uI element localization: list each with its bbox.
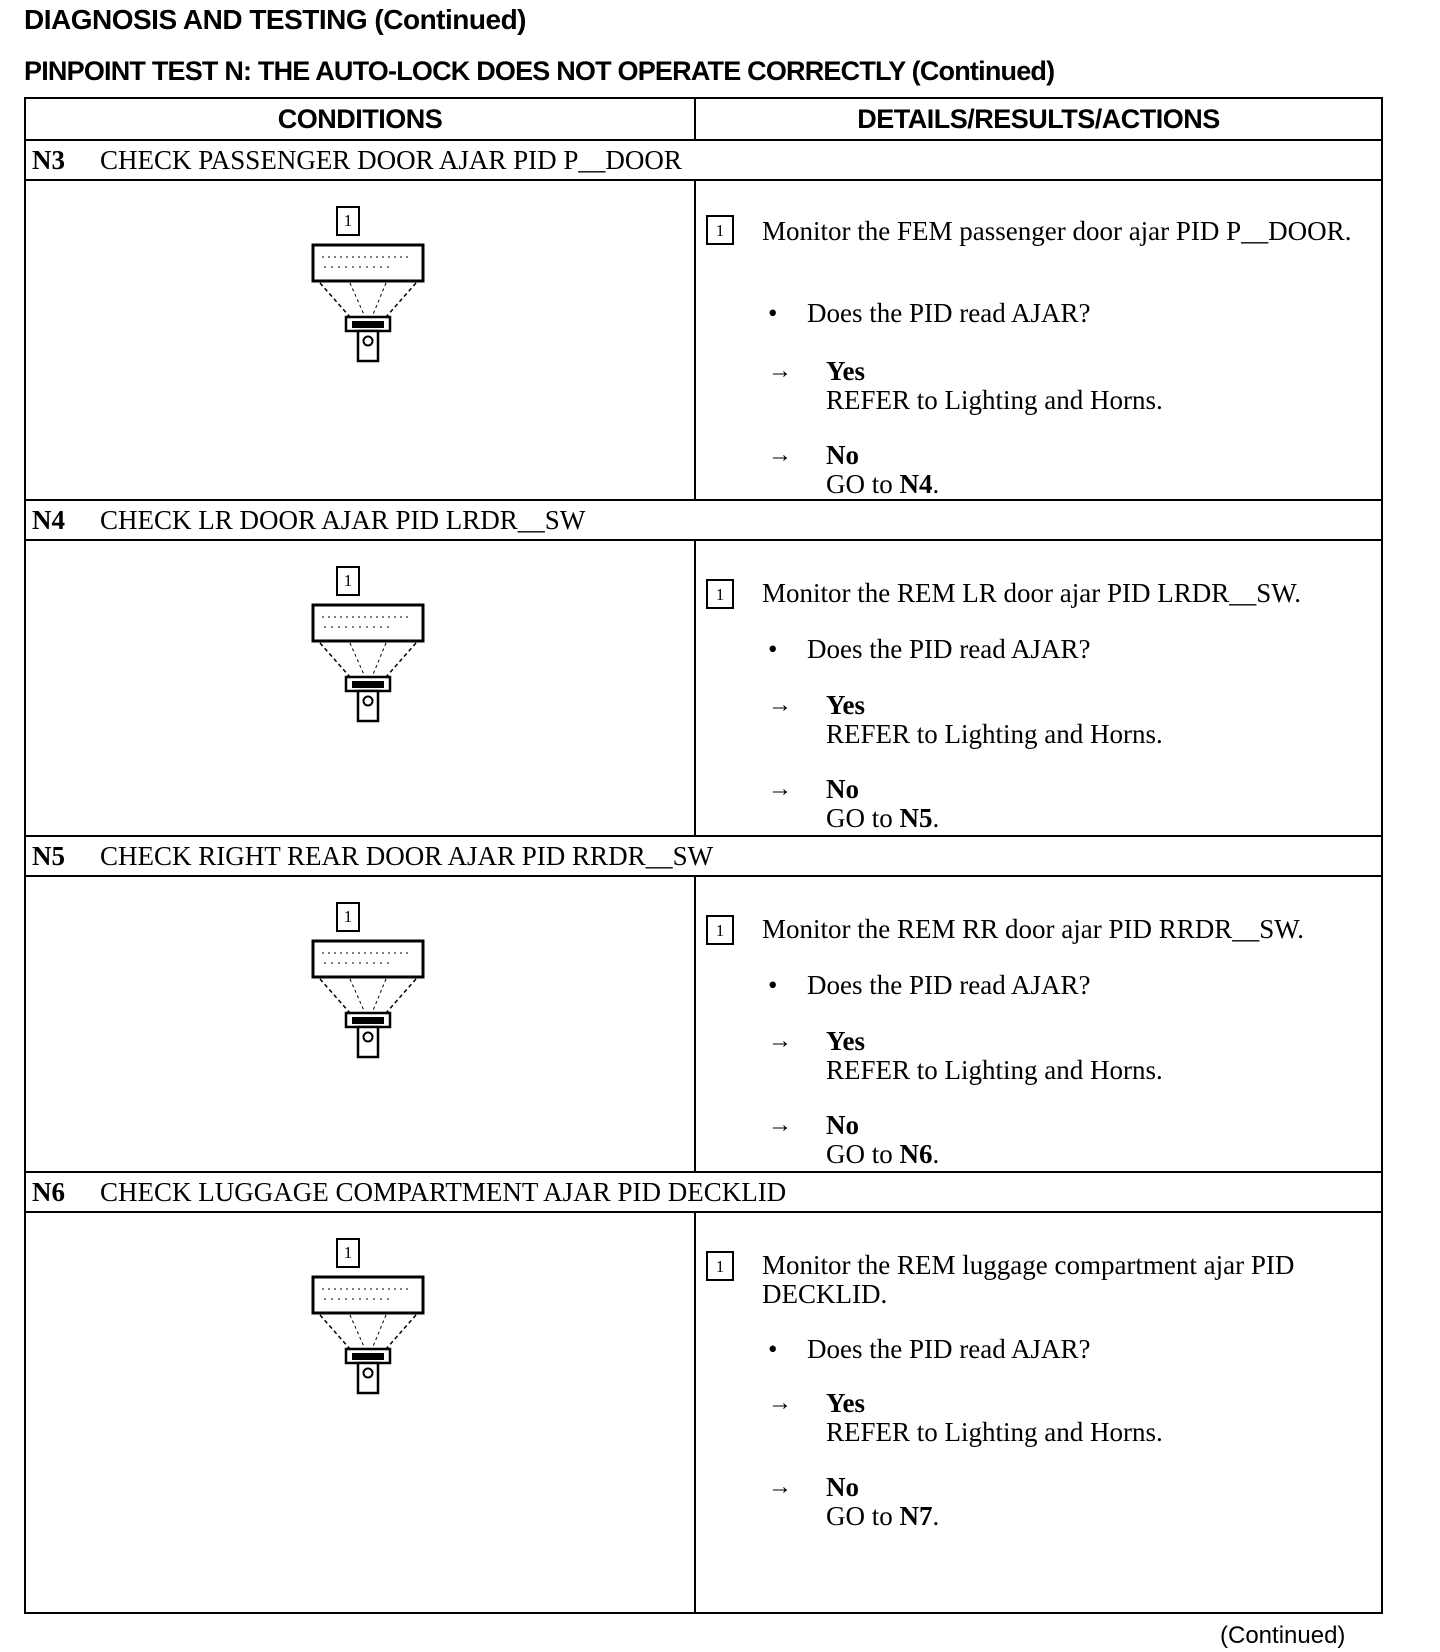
no-result: [826, 1473, 939, 1531]
step-box: 1: [706, 215, 734, 245]
right-arrow-icon: →: [768, 1112, 792, 1138]
no-result: [826, 775, 939, 833]
instruction-text: Monitor the FEM passenger door ajar PID P__DOOR.: [762, 216, 1352, 246]
page-title: DIAGNOSIS AND TESTING (Continued): [24, 4, 526, 35]
step-number: N6: [32, 1176, 65, 1207]
no-action-prefix: GO to: [826, 469, 900, 499]
no-action-prefix: GO to: [826, 803, 900, 833]
right-arrow-icon: →: [768, 692, 792, 718]
pinpoint-test-table: [24, 97, 1383, 1614]
yes-action: REFER to Lighting and Horns.: [826, 719, 1163, 749]
question-text: Does the PID read AJAR?: [807, 1334, 1091, 1364]
details-cell-n6: [696, 1213, 1381, 1614]
bullet-icon: •: [768, 298, 778, 328]
right-arrow-icon: →: [768, 776, 792, 802]
no-action-target: N6: [899, 1139, 933, 1169]
right-arrow-icon: →: [768, 1474, 792, 1500]
yes-result: [826, 1389, 1163, 1447]
yes-result: [826, 691, 1163, 749]
yes-label: Yes: [826, 1026, 865, 1056]
details-cell-n3: [696, 181, 1381, 499]
yes-label: Yes: [826, 356, 865, 386]
no-action-suffix: .: [932, 1139, 940, 1169]
step-title-text: CHECK LR DOOR AJAR PID LRDR__SW: [100, 504, 586, 535]
instruction-text: Monitor the REM RR door ajar PID RRDR__SW.: [762, 914, 1305, 944]
step-title-n6: [32, 1173, 1381, 1211]
diagnostic-scan-tool-icon: [310, 603, 426, 733]
instruction-text: Monitor the REM luggage compartment ajar PID DECKLID.: [762, 1250, 1295, 1309]
step-title-n5: [32, 837, 1381, 875]
diagnostic-scan-tool-icon: [310, 1275, 426, 1405]
no-action-prefix: GO to: [826, 1139, 900, 1169]
step-number: N5: [32, 840, 65, 871]
pinpoint-test-title: PINPOINT TEST N: THE AUTO-LOCK DOES NOT OPERATE CORRECTLY (Continued): [24, 56, 1055, 86]
step-title-text: CHECK PASSENGER DOOR AJAR PID P__DOOR: [100, 144, 682, 175]
bullet-icon: •: [768, 1334, 778, 1364]
step-title-n3: [32, 141, 1381, 179]
tool-step-number: 1: [336, 902, 360, 932]
column-header-details: DETAILS/RESULTS/ACTIONS: [857, 103, 1220, 134]
question-text: Does the PID read AJAR?: [807, 970, 1091, 1000]
no-label: No: [826, 1472, 859, 1502]
step-title-text: CHECK LUGGAGE COMPARTMENT AJAR PID DECKLID: [100, 1176, 787, 1207]
step-number: N3: [32, 144, 65, 175]
no-label: No: [826, 1110, 859, 1140]
yes-action: REFER to Lighting and Horns.: [826, 1055, 1163, 1085]
no-action-suffix: .: [932, 469, 940, 499]
conditions-cell-n4: [26, 541, 694, 835]
bullet-icon: •: [768, 634, 778, 664]
right-arrow-icon: →: [768, 358, 792, 384]
tool-step-number: 1: [336, 206, 360, 236]
step-number: N4: [32, 504, 65, 535]
right-arrow-icon: →: [768, 1390, 792, 1416]
diagnostic-scan-tool-icon: [310, 939, 426, 1069]
instruction-text: Monitor the REM LR door ajar PID LRDR__SW.: [762, 578, 1301, 608]
yes-result: [826, 1027, 1163, 1085]
diagnostic-scan-tool-icon: [310, 243, 426, 373]
details-cell-n4: [696, 541, 1381, 835]
no-label: No: [826, 774, 859, 804]
bullet-icon: •: [768, 970, 778, 1000]
step-title-text: CHECK RIGHT REAR DOOR AJAR PID RRDR__SW: [100, 840, 714, 871]
right-arrow-icon: →: [768, 1028, 792, 1054]
tool-step-number: 1: [336, 566, 360, 596]
question-text: Does the PID read AJAR?: [807, 298, 1091, 328]
no-label: No: [826, 440, 859, 470]
question-text: Does the PID read AJAR?: [807, 634, 1091, 664]
column-header-conditions: CONDITIONS: [277, 103, 443, 134]
yes-result: [826, 357, 1163, 415]
no-action-prefix: GO to: [826, 1501, 900, 1531]
no-action-target: N5: [899, 803, 933, 833]
conditions-cell-n6: [26, 1213, 694, 1614]
step-box: 1: [706, 1251, 734, 1281]
details-cell-n5: [696, 877, 1381, 1171]
yes-action: REFER to Lighting and Horns.: [826, 1417, 1163, 1447]
no-result: [826, 441, 939, 499]
no-action-target: N7: [899, 1501, 933, 1531]
step-box: 1: [706, 915, 734, 945]
continued-label: (Continued): [1220, 1622, 1346, 1649]
yes-action: REFER to Lighting and Horns.: [826, 385, 1163, 415]
yes-label: Yes: [826, 690, 865, 720]
no-action-suffix: .: [932, 803, 940, 833]
right-arrow-icon: →: [768, 442, 792, 468]
step-title-n4: [32, 501, 1381, 539]
conditions-cell-n5: [26, 877, 694, 1171]
tool-step-number: 1: [336, 1238, 360, 1268]
no-result: [826, 1111, 939, 1169]
conditions-cell-n3: [26, 181, 694, 499]
column-divider: [694, 99, 696, 139]
no-action-suffix: .: [932, 1501, 940, 1531]
yes-label: Yes: [826, 1388, 865, 1418]
step-box: 1: [706, 579, 734, 609]
no-action-target: N4: [899, 469, 933, 499]
